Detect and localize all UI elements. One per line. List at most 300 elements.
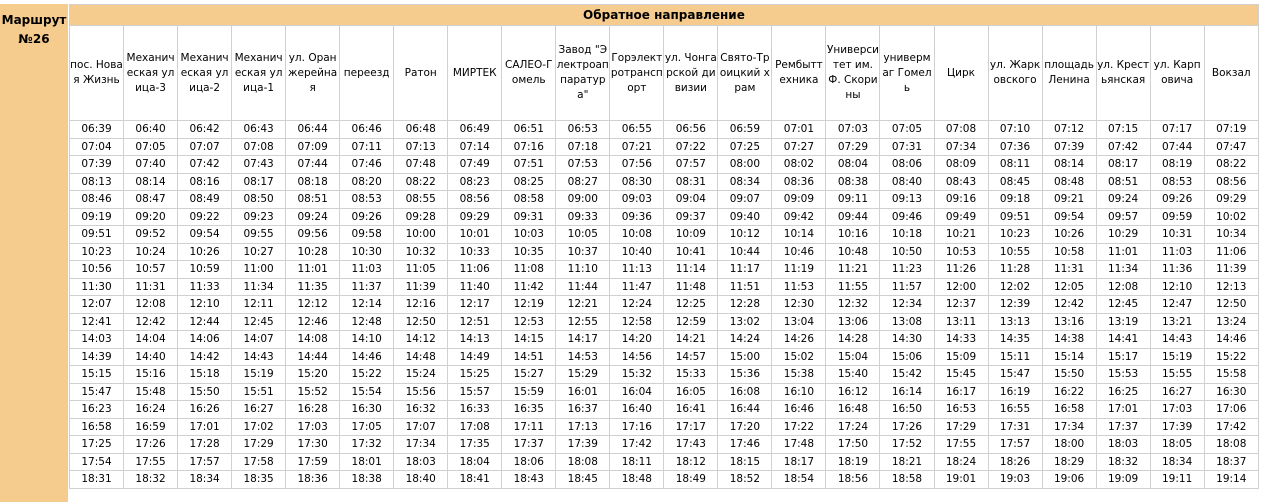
time-cell: 07:42 [178, 156, 232, 174]
time-cell: 09:33 [556, 208, 610, 226]
time-cell: 18:34 [178, 471, 232, 489]
time-cell: 12:45 [1096, 296, 1150, 314]
time-cell: 16:30 [340, 401, 394, 419]
time-cell: 12:02 [988, 278, 1042, 296]
time-cell: 15:52 [286, 383, 340, 401]
time-cell: 18:21 [880, 453, 934, 471]
time-cell: 06:40 [124, 121, 178, 139]
time-cell: 15:47 [70, 383, 124, 401]
time-cell: 15:45 [934, 366, 988, 384]
time-cell: 17:37 [502, 436, 556, 454]
time-cell: 11:00 [232, 261, 286, 279]
time-cell: 16:58 [1042, 401, 1096, 419]
time-cell: 14:42 [178, 348, 232, 366]
time-cell: 10:08 [610, 226, 664, 244]
time-cell: 12:53 [502, 313, 556, 331]
time-cell: 15:32 [610, 366, 664, 384]
time-cell: 15:11 [988, 348, 1042, 366]
time-cell: 07:04 [70, 138, 124, 156]
time-cell: 07:49 [448, 156, 502, 174]
time-cell: 14:03 [70, 331, 124, 349]
time-cell: 08:19 [1150, 156, 1204, 174]
time-cell: 18:06 [502, 453, 556, 471]
time-cell: 09:07 [718, 191, 772, 209]
time-cell: 15:48 [124, 383, 178, 401]
table-row [70, 278, 1259, 296]
time-cell: 16:35 [502, 401, 556, 419]
time-cell: 15:42 [880, 366, 934, 384]
time-cell: 18:32 [124, 471, 178, 489]
time-cell: 08:55 [394, 191, 448, 209]
stop-header: ул. Жарковского [988, 26, 1042, 121]
time-cell: 17:57 [988, 436, 1042, 454]
time-cell: 15:22 [1204, 348, 1258, 366]
time-cell: 09:59 [1150, 208, 1204, 226]
time-cell: 08:22 [394, 173, 448, 191]
time-cell: 11:08 [502, 261, 556, 279]
time-cell: 14:08 [286, 331, 340, 349]
time-cell: 08:17 [232, 173, 286, 191]
time-cell: 09:37 [664, 208, 718, 226]
time-cell: 13:08 [880, 313, 934, 331]
time-cell: 10:35 [502, 243, 556, 261]
stop-header: площадь Ленина [1042, 26, 1096, 121]
time-cell: 10:48 [826, 243, 880, 261]
time-cell: 18:29 [1042, 453, 1096, 471]
time-cell: 18:24 [934, 453, 988, 471]
time-cell: 09:51 [70, 226, 124, 244]
time-cell: 08:14 [1042, 156, 1096, 174]
time-cell: 12:51 [448, 313, 502, 331]
time-cell: 16:23 [70, 401, 124, 419]
time-cell: 11:30 [70, 278, 124, 296]
time-cell: 06:56 [664, 121, 718, 139]
table-row [70, 138, 1259, 156]
time-cell: 17:50 [826, 436, 880, 454]
time-cell: 14:21 [664, 331, 718, 349]
time-cell: 07:29 [826, 138, 880, 156]
time-cell: 06:43 [232, 121, 286, 139]
time-cell: 06:39 [70, 121, 124, 139]
time-cell: 08:17 [1096, 156, 1150, 174]
time-cell: 16:22 [1042, 383, 1096, 401]
time-cell: 08:45 [988, 173, 1042, 191]
time-cell: 10:50 [880, 243, 934, 261]
time-cell: 17:26 [880, 418, 934, 436]
time-cell: 12:16 [394, 296, 448, 314]
time-cell: 16:28 [286, 401, 340, 419]
time-cell: 17:22 [772, 418, 826, 436]
time-cell: 17:58 [232, 453, 286, 471]
time-cell: 17:37 [1096, 418, 1150, 436]
time-cell: 06:51 [502, 121, 556, 139]
time-cell: 17:39 [1150, 418, 1204, 436]
table-row [70, 173, 1259, 191]
time-cell: 09:42 [772, 208, 826, 226]
time-cell: 08:13 [70, 173, 124, 191]
time-cell: 10:41 [664, 243, 718, 261]
time-cell: 12:07 [70, 296, 124, 314]
stop-header: Механическая улица-1 [232, 26, 286, 121]
time-cell: 14:30 [880, 331, 934, 349]
time-cell: 17:03 [286, 418, 340, 436]
time-cell: 18:05 [1150, 436, 1204, 454]
time-cell: 12:05 [1042, 278, 1096, 296]
time-cell: 12:17 [448, 296, 502, 314]
time-cell: 18:17 [772, 453, 826, 471]
time-cell: 11:21 [826, 261, 880, 279]
time-cell: 09:21 [1042, 191, 1096, 209]
time-cell: 07:43 [232, 156, 286, 174]
time-cell: 16:48 [826, 401, 880, 419]
time-cell: 10:28 [286, 243, 340, 261]
time-cell: 17:11 [502, 418, 556, 436]
table-row [70, 453, 1259, 471]
time-cell: 09:51 [988, 208, 1042, 226]
time-cell: 07:16 [502, 138, 556, 156]
time-cell: 11:03 [340, 261, 394, 279]
time-cell: 18:40 [394, 471, 448, 489]
time-cell: 08:27 [556, 173, 610, 191]
time-cell: 14:46 [340, 348, 394, 366]
stop-header: Горэлектротранспорт [610, 26, 664, 121]
table-row [70, 366, 1259, 384]
time-cell: 07:17 [1150, 121, 1204, 139]
time-cell: 10:56 [70, 261, 124, 279]
time-cell: 12:11 [232, 296, 286, 314]
time-cell: 14:56 [610, 348, 664, 366]
time-cell: 14:57 [664, 348, 718, 366]
time-cell: 06:48 [394, 121, 448, 139]
time-cell: 08:43 [934, 173, 988, 191]
time-cell: 12:24 [610, 296, 664, 314]
table-row [70, 226, 1259, 244]
time-cell: 11:17 [718, 261, 772, 279]
time-cell: 08:23 [448, 173, 502, 191]
time-cell: 14:04 [124, 331, 178, 349]
time-cell: 12:34 [880, 296, 934, 314]
time-cell: 18:35 [232, 471, 286, 489]
time-cell: 07:10 [988, 121, 1042, 139]
time-cell: 18:26 [988, 453, 1042, 471]
time-cell: 06:42 [178, 121, 232, 139]
time-cell: 17:54 [70, 453, 124, 471]
time-cell: 10:29 [1096, 226, 1150, 244]
time-cell: 09:11 [826, 191, 880, 209]
time-cell: 11:10 [556, 261, 610, 279]
time-cell: 07:09 [286, 138, 340, 156]
time-cell: 18:12 [664, 453, 718, 471]
time-cell: 11:35 [286, 278, 340, 296]
time-cell: 18:58 [880, 471, 934, 489]
time-cell: 11:53 [772, 278, 826, 296]
time-cell: 15:29 [556, 366, 610, 384]
time-cell: 19:01 [934, 471, 988, 489]
stop-header: ул. Чонгарской дивизии [664, 26, 718, 121]
time-cell: 14:28 [826, 331, 880, 349]
time-cell: 09:40 [718, 208, 772, 226]
stop-header: Завод "Электроаппаратура" [556, 26, 610, 121]
time-cell: 07:31 [880, 138, 934, 156]
time-cell: 09:29 [448, 208, 502, 226]
time-cell: 15:15 [70, 366, 124, 384]
stops-header-row [70, 26, 1259, 121]
stop-header: ул. Крестьянская [1096, 26, 1150, 121]
time-cell: 17:06 [1204, 401, 1258, 419]
time-cell: 07:03 [826, 121, 880, 139]
time-cell: 16:26 [178, 401, 232, 419]
time-cell: 12:30 [772, 296, 826, 314]
time-cell: 08:30 [610, 173, 664, 191]
time-cell: 17:55 [124, 453, 178, 471]
time-cell: 16:19 [988, 383, 1042, 401]
table-row [70, 261, 1259, 279]
time-cell: 08:48 [1042, 173, 1096, 191]
time-cell: 18:37 [1204, 453, 1258, 471]
time-cell: 10:02 [1204, 208, 1258, 226]
time-cell: 10:59 [178, 261, 232, 279]
time-cell: 13:02 [718, 313, 772, 331]
time-cell: 18:56 [826, 471, 880, 489]
time-cell: 18:03 [1096, 436, 1150, 454]
time-cell: 12:00 [934, 278, 988, 296]
time-cell: 14:46 [1204, 331, 1258, 349]
time-cell: 10:27 [232, 243, 286, 261]
time-cell: 07:05 [880, 121, 934, 139]
time-cell: 10:05 [556, 226, 610, 244]
time-cell: 18:45 [556, 471, 610, 489]
time-cell: 08:36 [772, 173, 826, 191]
time-cell: 08:00 [718, 156, 772, 174]
time-cell: 14:38 [1042, 331, 1096, 349]
time-cell: 06:46 [340, 121, 394, 139]
table-row [70, 401, 1259, 419]
time-cell: 11:01 [286, 261, 340, 279]
time-cell: 09:55 [232, 226, 286, 244]
time-cell: 11:01 [1096, 243, 1150, 261]
time-cell: 15:36 [718, 366, 772, 384]
time-cell: 11:42 [502, 278, 556, 296]
time-cell: 11:34 [1096, 261, 1150, 279]
time-cell: 15:00 [718, 348, 772, 366]
time-cell: 10:16 [826, 226, 880, 244]
time-cell: 12:50 [1204, 296, 1258, 314]
time-cell: 12:50 [394, 313, 448, 331]
time-cell: 13:19 [1096, 313, 1150, 331]
time-cell: 18:00 [1042, 436, 1096, 454]
time-cell: 14:53 [556, 348, 610, 366]
time-cell: 12:58 [610, 313, 664, 331]
time-cell: 16:40 [610, 401, 664, 419]
time-cell: 11:39 [394, 278, 448, 296]
time-cell: 19:11 [1150, 471, 1204, 489]
time-cell: 15:25 [448, 366, 502, 384]
time-cell: 17:55 [934, 436, 988, 454]
time-cell: 11:48 [664, 278, 718, 296]
time-cell: 16:14 [880, 383, 934, 401]
time-cell: 16:24 [124, 401, 178, 419]
time-cell: 07:05 [124, 138, 178, 156]
time-cell: 09:31 [502, 208, 556, 226]
time-cell: 12:42 [1042, 296, 1096, 314]
time-cell: 16:04 [610, 383, 664, 401]
time-cell: 09:26 [340, 208, 394, 226]
time-cell: 10:32 [394, 243, 448, 261]
time-cell: 12:12 [286, 296, 340, 314]
time-cell: 07:44 [1150, 138, 1204, 156]
time-cell: 06:49 [448, 121, 502, 139]
stop-header: ул. Оранжерейная [286, 26, 340, 121]
time-cell: 09:58 [340, 226, 394, 244]
time-cell: 11:36 [1150, 261, 1204, 279]
time-cell: 07:22 [664, 138, 718, 156]
time-cell: 17:01 [178, 418, 232, 436]
time-cell: 16:05 [664, 383, 718, 401]
time-cell: 09:54 [1042, 208, 1096, 226]
time-cell: 16:01 [556, 383, 610, 401]
time-cell: 07:39 [70, 156, 124, 174]
time-cell: 18:54 [772, 471, 826, 489]
time-cell: 09:09 [772, 191, 826, 209]
table-row [70, 471, 1259, 489]
time-cell: 14:10 [340, 331, 394, 349]
time-cell: 19:03 [988, 471, 1042, 489]
time-cell: 11:34 [232, 278, 286, 296]
time-cell: 14:48 [394, 348, 448, 366]
time-cell: 10:21 [934, 226, 988, 244]
time-cell: 17:30 [286, 436, 340, 454]
time-cell: 15:19 [1150, 348, 1204, 366]
time-cell: 08:04 [826, 156, 880, 174]
time-cell: 16:58 [70, 418, 124, 436]
time-cell: 15:47 [988, 366, 1042, 384]
time-cell: 10:34 [1204, 226, 1258, 244]
time-cell: 10:12 [718, 226, 772, 244]
time-cell: 13:24 [1204, 313, 1258, 331]
time-cell: 14:35 [988, 331, 1042, 349]
time-cell: 09:22 [178, 208, 232, 226]
time-cell: 18:48 [610, 471, 664, 489]
time-cell: 13:06 [826, 313, 880, 331]
stop-header: Рембыттехника [772, 26, 826, 121]
time-cell: 09:49 [934, 208, 988, 226]
time-cell: 14:24 [718, 331, 772, 349]
time-cell: 17:29 [934, 418, 988, 436]
time-cell: 11:40 [448, 278, 502, 296]
time-cell: 18:08 [1204, 436, 1258, 454]
time-cell: 11:06 [1204, 243, 1258, 261]
time-cell: 09:46 [880, 208, 934, 226]
time-cell: 11:33 [178, 278, 232, 296]
time-cell: 14:51 [502, 348, 556, 366]
time-cell: 15:27 [502, 366, 556, 384]
time-cell: 17:03 [1150, 401, 1204, 419]
time-cell: 12:14 [340, 296, 394, 314]
time-cell: 16:17 [934, 383, 988, 401]
time-cell: 15:51 [232, 383, 286, 401]
time-cell: 15:38 [772, 366, 826, 384]
time-cell: 15:04 [826, 348, 880, 366]
time-cell: 08:53 [340, 191, 394, 209]
time-cell: 14:44 [286, 348, 340, 366]
time-cell: 18:49 [664, 471, 718, 489]
time-cell: 08:46 [70, 191, 124, 209]
time-cell: 15:02 [772, 348, 826, 366]
time-cell: 16:55 [988, 401, 1042, 419]
time-cell: 06:53 [556, 121, 610, 139]
table-row [70, 348, 1259, 366]
time-cell: 10:26 [1042, 226, 1096, 244]
time-cell: 14:07 [232, 331, 286, 349]
time-cell: 10:37 [556, 243, 610, 261]
time-cell: 18:34 [1150, 453, 1204, 471]
time-cell: 17:31 [988, 418, 1042, 436]
time-cell: 12:08 [124, 296, 178, 314]
table-row [70, 243, 1259, 261]
time-cell: 12:13 [1204, 278, 1258, 296]
time-cell: 15:50 [178, 383, 232, 401]
time-cell: 10:33 [448, 243, 502, 261]
time-cell: 10:31 [1150, 226, 1204, 244]
time-cell: 08:25 [502, 173, 556, 191]
time-cell: 11:31 [1042, 261, 1096, 279]
time-cell: 12:45 [232, 313, 286, 331]
time-cell: 14:43 [232, 348, 286, 366]
time-cell: 06:55 [610, 121, 664, 139]
time-cell: 07:15 [1096, 121, 1150, 139]
time-cell: 11:23 [880, 261, 934, 279]
time-cell: 15:54 [340, 383, 394, 401]
time-cell: 17:17 [664, 418, 718, 436]
time-cell: 16:10 [772, 383, 826, 401]
time-cell: 12:37 [934, 296, 988, 314]
time-cell: 16:59 [124, 418, 178, 436]
stop-header: Вокзал [1204, 26, 1258, 121]
time-cell: 10:23 [70, 243, 124, 261]
time-cell: 08:18 [286, 173, 340, 191]
time-cell: 15:50 [1042, 366, 1096, 384]
time-cell: 17:01 [1096, 401, 1150, 419]
time-cell: 18:15 [718, 453, 772, 471]
time-cell: 11:05 [394, 261, 448, 279]
time-cell: 18:38 [340, 471, 394, 489]
time-cell: 08:20 [340, 173, 394, 191]
table-row [70, 121, 1259, 139]
time-cell: 17:16 [610, 418, 664, 436]
stop-header: ул. Карповича [1150, 26, 1204, 121]
time-cell: 17:29 [232, 436, 286, 454]
time-cell: 17:46 [718, 436, 772, 454]
time-cell: 09:54 [178, 226, 232, 244]
time-cell: 11:57 [880, 278, 934, 296]
time-cell: 10:30 [340, 243, 394, 261]
time-cell: 10:01 [448, 226, 502, 244]
time-cell: 15:24 [394, 366, 448, 384]
time-cell: 17:52 [880, 436, 934, 454]
time-cell: 11:03 [1150, 243, 1204, 261]
time-cell: 09:13 [880, 191, 934, 209]
time-cell: 10:44 [718, 243, 772, 261]
time-cell: 11:47 [610, 278, 664, 296]
time-cell: 12:32 [826, 296, 880, 314]
time-cell: 08:34 [718, 173, 772, 191]
time-cell: 10:23 [988, 226, 1042, 244]
time-cell: 07:36 [988, 138, 1042, 156]
time-cell: 18:11 [610, 453, 664, 471]
time-cell: 07:08 [934, 121, 988, 139]
time-cell: 16:53 [934, 401, 988, 419]
time-cell: 14:06 [178, 331, 232, 349]
